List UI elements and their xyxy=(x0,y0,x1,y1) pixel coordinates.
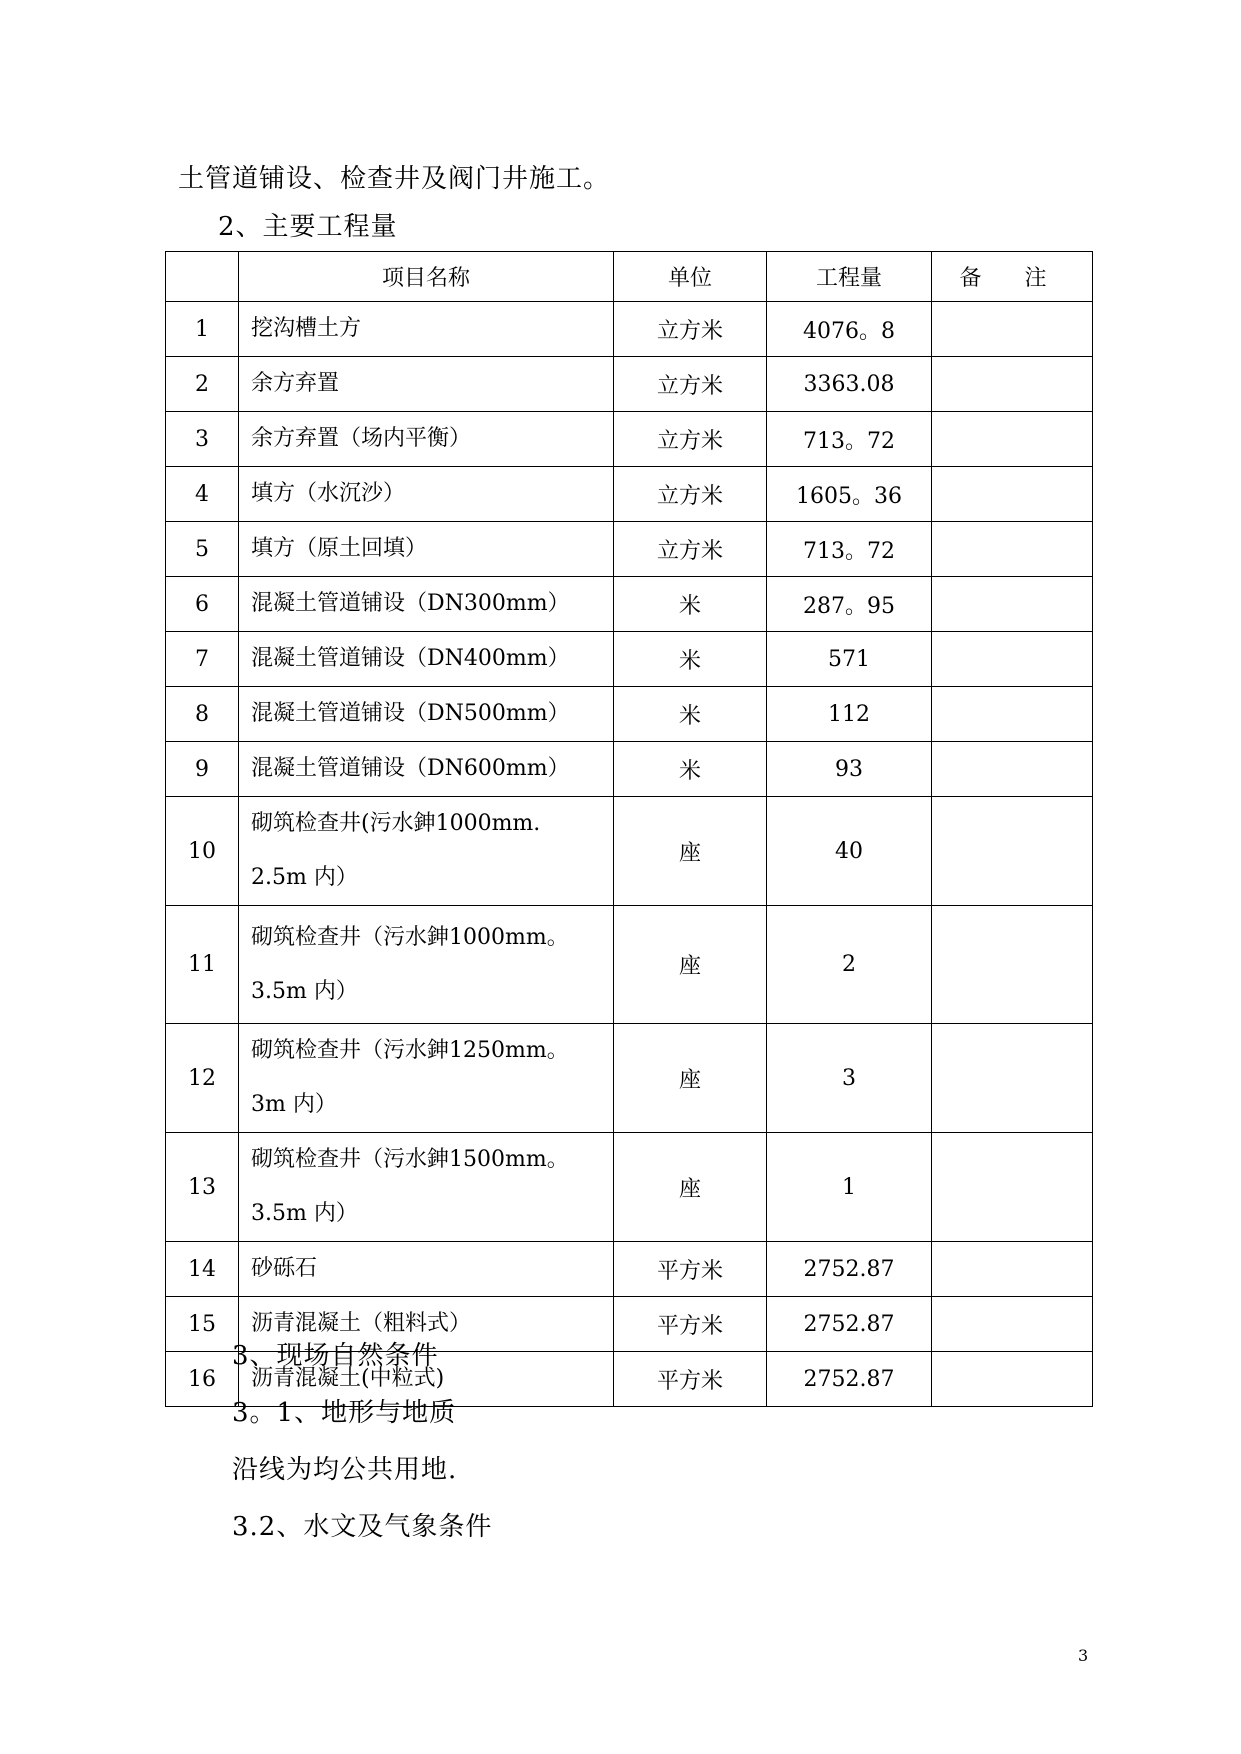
row-unit: 立方米 xyxy=(614,302,767,357)
row-qty: 40 xyxy=(767,797,932,906)
row-unit: 立方米 xyxy=(614,412,767,467)
quantities-table xyxy=(165,251,1093,1407)
row-unit: 座 xyxy=(614,906,767,1024)
row-note xyxy=(932,797,1093,906)
row-no: 8 xyxy=(166,687,239,742)
header-no xyxy=(166,252,239,302)
row-name xyxy=(239,1024,614,1133)
row-name-line1: 砌筑检查井（污水鉮1250mm。 xyxy=(251,1038,569,1063)
row-no: 2 xyxy=(166,357,239,412)
row-name xyxy=(239,906,614,1024)
row-no: 13 xyxy=(166,1133,239,1242)
row-unit: 座 xyxy=(614,1024,767,1133)
section-2-title: 2、主要工程量 xyxy=(218,212,398,242)
row-no: 6 xyxy=(166,577,239,632)
row-name xyxy=(239,1133,614,1242)
row-note xyxy=(932,302,1093,357)
row-name: 砂砾石 xyxy=(239,1242,614,1297)
table-row xyxy=(166,522,1093,577)
row-note xyxy=(932,1242,1093,1297)
row-qty: 287。95 xyxy=(767,577,932,632)
section-3-2-title: 3.2、水文及气象条件 xyxy=(232,1512,493,1542)
row-note xyxy=(932,1297,1093,1352)
header-qty: 工程量 xyxy=(767,252,932,302)
row-qty: 713。72 xyxy=(767,412,932,467)
table-header-row xyxy=(166,252,1093,302)
row-no: 5 xyxy=(166,522,239,577)
table-row xyxy=(166,357,1093,412)
row-note xyxy=(932,577,1093,632)
row-no: 1 xyxy=(166,302,239,357)
row-name-line2: 3.5m 内） xyxy=(251,1201,358,1226)
row-qty: 93 xyxy=(767,742,932,797)
table-row xyxy=(166,412,1093,467)
section-3-1-title: 3。1、地形与地质 xyxy=(232,1398,457,1428)
row-qty: 2752.87 xyxy=(767,1297,932,1352)
row-name-line2: 3m 内） xyxy=(251,1092,337,1117)
row-name: 挖沟槽土方 xyxy=(239,302,614,357)
row-no: 11 xyxy=(166,906,239,1024)
table-row xyxy=(166,742,1093,797)
row-name xyxy=(239,797,614,906)
row-unit: 立方米 xyxy=(614,467,767,522)
table-row xyxy=(166,1133,1093,1242)
row-name-line2: 3.5m 内） xyxy=(251,978,358,1004)
table-row xyxy=(166,467,1093,522)
row-name-line1: 砌筑检查井（污水鉮1000mm。 xyxy=(251,924,569,950)
table-row xyxy=(166,302,1093,357)
row-unit: 立方米 xyxy=(614,357,767,412)
table-row xyxy=(166,1024,1093,1133)
row-no: 4 xyxy=(166,467,239,522)
row-no: 14 xyxy=(166,1242,239,1297)
row-unit: 立方米 xyxy=(614,522,767,577)
row-unit: 座 xyxy=(614,797,767,906)
header-note: 备 注 xyxy=(932,252,1093,302)
row-qty: 2752.87 xyxy=(767,1242,932,1297)
row-note xyxy=(932,467,1093,522)
row-qty: 1 xyxy=(767,1133,932,1242)
header-name: 项目名称 xyxy=(239,252,614,302)
row-name-line2: 2.5m 内） xyxy=(251,865,358,890)
intro-line: 土管道铺设、检查井及阀门井施工。 xyxy=(178,164,611,194)
row-qty: 2752.87 xyxy=(767,1352,932,1407)
row-note xyxy=(932,1352,1093,1407)
page-number: 3 xyxy=(1078,1646,1089,1665)
section-3-title: 3、现场自然条件 xyxy=(232,1341,439,1371)
row-note xyxy=(932,1024,1093,1133)
row-qty: 3 xyxy=(767,1024,932,1133)
row-no: 7 xyxy=(166,632,239,687)
row-qty: 112 xyxy=(767,687,932,742)
row-name: 混凝土管道铺设（DN500mm） xyxy=(239,687,614,742)
row-no: 10 xyxy=(166,797,239,906)
row-note xyxy=(932,742,1093,797)
row-unit: 座 xyxy=(614,1133,767,1242)
row-note xyxy=(932,632,1093,687)
row-name: 余方弃置（场内平衡） xyxy=(239,412,614,467)
row-note xyxy=(932,1133,1093,1242)
row-name-line1: 砌筑检查井(污水鉮1000mm. xyxy=(251,811,541,836)
row-unit: 米 xyxy=(614,577,767,632)
row-name: 混凝土管道铺设（DN600mm） xyxy=(239,742,614,797)
row-no: 15 xyxy=(166,1297,239,1352)
row-qty: 2 xyxy=(767,906,932,1024)
table-row xyxy=(166,577,1093,632)
row-unit: 米 xyxy=(614,687,767,742)
row-qty: 571 xyxy=(767,632,932,687)
row-name: 填方（原土回填） xyxy=(239,522,614,577)
row-note xyxy=(932,357,1093,412)
table-row xyxy=(166,1242,1093,1297)
row-name: 沥青混凝土（粗料式） xyxy=(239,1297,614,1352)
row-no: 12 xyxy=(166,1024,239,1133)
row-unit: 平方米 xyxy=(614,1242,767,1297)
header-unit: 单位 xyxy=(614,252,767,302)
row-qty: 713。72 xyxy=(767,522,932,577)
row-name: 混凝土管道铺设（DN300mm） xyxy=(239,577,614,632)
row-no: 9 xyxy=(166,742,239,797)
row-note xyxy=(932,412,1093,467)
table-row xyxy=(166,906,1093,1024)
row-qty: 1605。36 xyxy=(767,467,932,522)
row-name: 余方弃置 xyxy=(239,357,614,412)
table-row xyxy=(166,687,1093,742)
row-unit: 米 xyxy=(614,742,767,797)
row-note xyxy=(932,906,1093,1024)
row-note xyxy=(932,687,1093,742)
row-unit: 平方米 xyxy=(614,1297,767,1352)
row-no: 16 xyxy=(166,1352,239,1407)
table-row xyxy=(166,797,1093,906)
row-unit: 平方米 xyxy=(614,1352,767,1407)
row-name: 填方（水沉沙） xyxy=(239,467,614,522)
row-name-line1: 砌筑检查井（污水鉮1500mm。 xyxy=(251,1147,569,1172)
row-note xyxy=(932,522,1093,577)
row-qty: 4076。8 xyxy=(767,302,932,357)
row-name: 沥青混凝土(中粒式) xyxy=(239,1352,614,1407)
row-qty: 3363.08 xyxy=(767,357,932,412)
row-no: 3 xyxy=(166,412,239,467)
table-row xyxy=(166,632,1093,687)
section-3-1-text: 沿线为均公共用地. xyxy=(232,1455,458,1485)
row-name: 混凝土管道铺设（DN400mm） xyxy=(239,632,614,687)
row-unit: 米 xyxy=(614,632,767,687)
